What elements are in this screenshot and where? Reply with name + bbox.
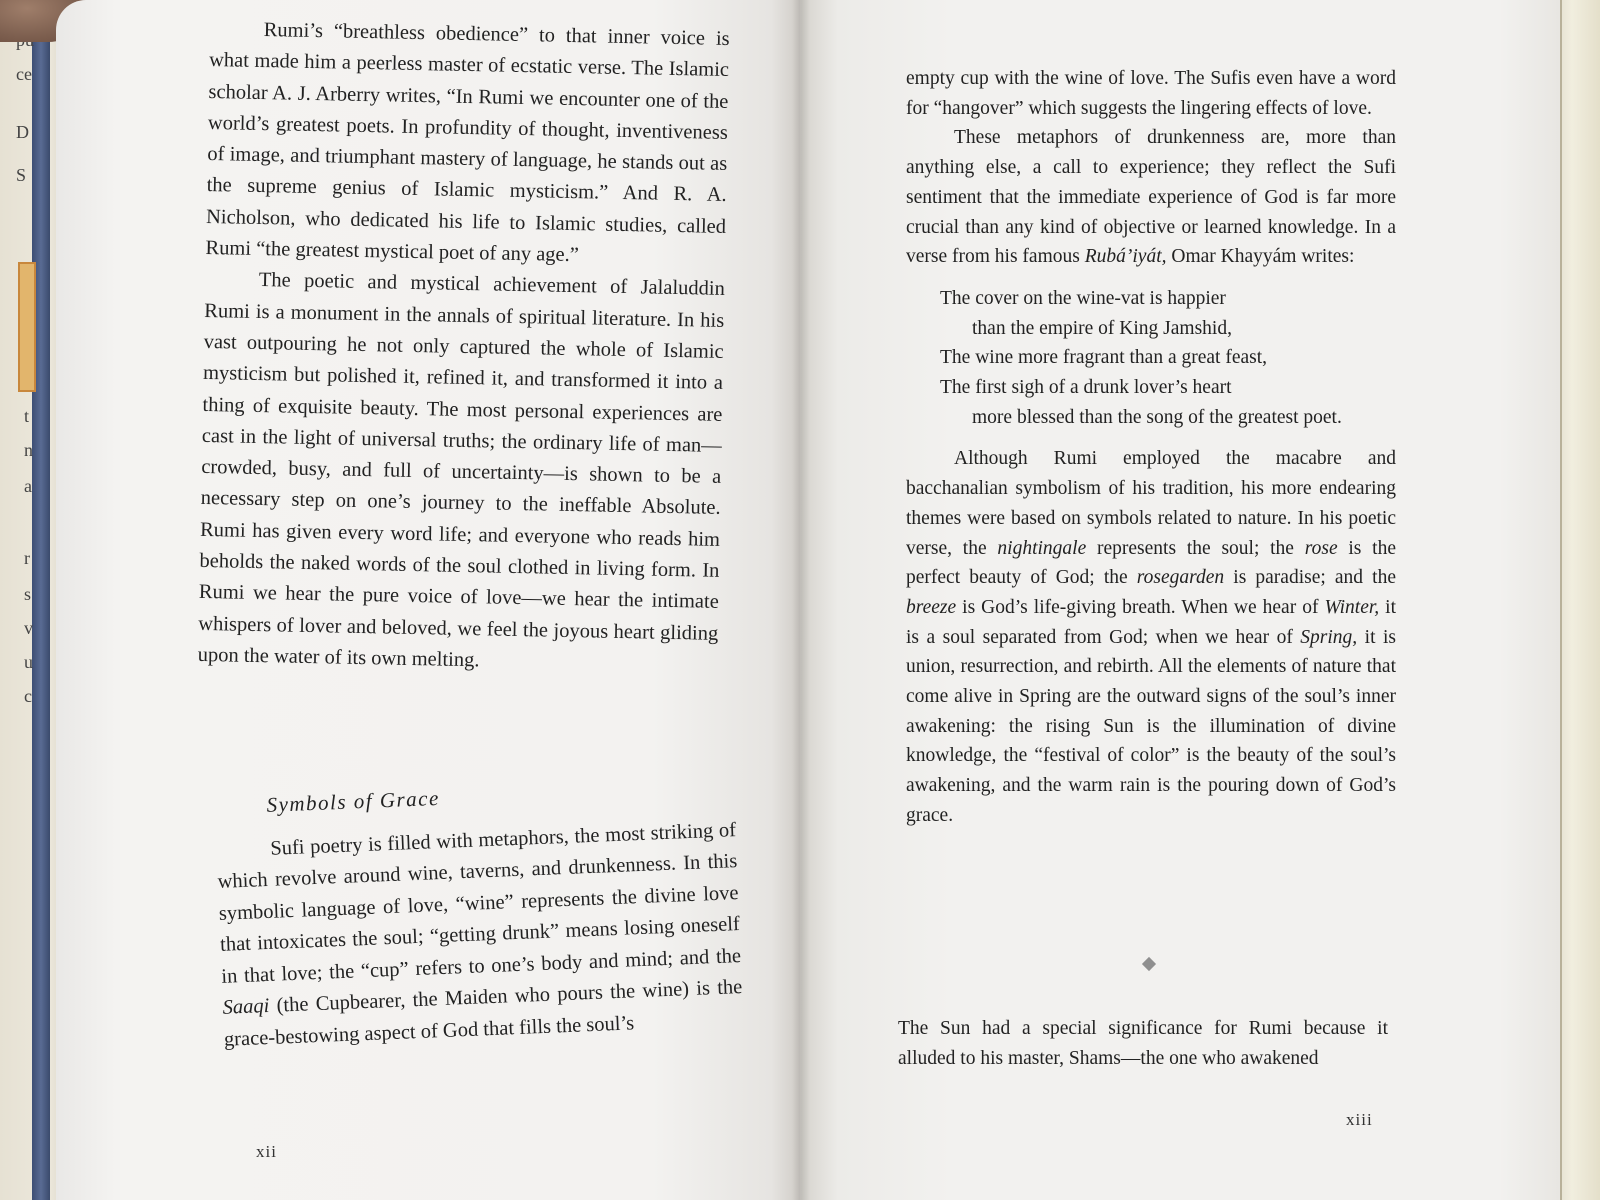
background-book-spine (32, 30, 50, 1200)
background-text-fragment: D (16, 122, 29, 142)
left-page-text (197, 14, 730, 681)
paragraph: Although Rumi employed the macabre and bacchanalian symbolism of his tradition, his more endearing themes were based on symbols related to nature. In his poetic verse, the nightingale represents the soul; the rose is the perfect beauty of God; the rosegarden is paradise; and the breeze is God’s life-giving breath. When we hear of Winter, it is a soul separated from God; when we hear of Spring, it is union, resurrection, and rebirth. All the elements of nature that come alive in Spring are the outward signs of the soul’s inner awakening: the rising Sun is the illumination of divine knowledge, the “festival of color” is the beauty of the soul’s awakening, and the warm rain is the pouring down of God’s grace. (906, 448, 1396, 826)
paragraph: Rumi’s “breathless obedience” to that inner voice is what made him a peerless master of ecstatic verse. The Islamic scholar A. J. Arberry writes, “In Rumi we encounter one of the world’s greatest poets. In profundity of thought, inventiveness of image, and triumphant mastery of language, he stands out as the supreme genius of Islamic mysticism.” And R. A. Nicholson, who dedicated his life to Islamic studies, called Rumi “the greatest mystical poet of any age.” (205, 19, 730, 267)
verse-line: The first sigh of a drunk lover’s heart (940, 377, 1232, 399)
background-text-fragment: S (16, 165, 27, 185)
verse-block (940, 284, 1396, 433)
verse-line: more blessed than the song of the greatest poet. (972, 406, 1342, 428)
verse-line: The wine more fragrant than a great feast, (940, 347, 1268, 369)
background-text-fragment: ce (16, 64, 32, 84)
paragraph: The poetic and mystical achievement of Jalaluddin Rumi is a monument in the annals of spiritual literature. In his vast outpouring he not only captured the whole of Islamic mysticism but polished it, refined it, and transformed it into a thing of exquisite beauty. The most personal experiences are cast in the light of universal truths; the ordinary life of man—crowded, busy, and full of uncertainty—is shown to be a necessary step on one’s journey to the ineffable Absolute. Rumi has given every word life; and everyone who reads him beholds the naked words of the soul clothed in living form. In Rumi we hear the pure voice of love—we hear the intimate whispers of lover and beloved, we feel the joyous heart gliding upon the water of its own melting. (197, 269, 726, 672)
background-text-fragment: v (24, 618, 33, 638)
book-gutter (792, 0, 810, 1200)
background-text-fragment: r (24, 548, 30, 568)
paragraph: These metaphors of drunkenness are, more than anything else, a call to experience; they reflect the Sufi sentiment that the immediate experience of God is far more crucial than any kind of objective or learned knowledge. In a verse from his famous Rubá’iyát, Omar Khayyám writes: (906, 127, 1396, 268)
background-text-fragment: t (24, 406, 30, 426)
page-number-left: xii (256, 1142, 277, 1161)
paragraph: Sufi poetry is filled with metaphors, the most striking of which revolve around wine, taverns, and drunkenness. In this symbolic language of love, “wine” represents the divine love that intoxicates the soul; “getting drunk” means losing oneself in that love; the “cup” refers to one’s body and mind; and the Saaqi (the Cupbearer, the Maiden who pours the wine) is the grace-bestowing aspect of God that fills the soul’s (217, 818, 743, 1051)
right-page-text (906, 64, 1396, 831)
italic-term: Rubá’iyát, (1084, 246, 1167, 268)
background-book-tab (18, 262, 36, 392)
paragraph: empty cup with the wine of love. The Sufis even have a word for “hangover” which suggests the lingering effects of love. (906, 68, 1396, 119)
background-text-fragment: c (24, 686, 32, 706)
paragraph: The Sun had a special significance for Rumi because it alluded to his master, Shams—the one who awakened (898, 1018, 1388, 1069)
page-edge-line (1560, 0, 1562, 1200)
italic-term: Saaqi (222, 994, 270, 1019)
background-text-fragment: u (24, 652, 33, 672)
section-heading: Symbols of Grace (266, 785, 441, 817)
verse-line: The cover on the wine-vat is happier (940, 287, 1226, 309)
background-text-fragment: s (24, 584, 32, 604)
verse-line: than the empire of King Jamshid, (972, 317, 1232, 339)
background-text-fragment: n (24, 440, 33, 460)
left-page-section (214, 771, 744, 1056)
page-number-right: xiii (1346, 1110, 1373, 1129)
right-page-closing-text (898, 1014, 1388, 1073)
background-text-fragment: a (24, 476, 32, 496)
